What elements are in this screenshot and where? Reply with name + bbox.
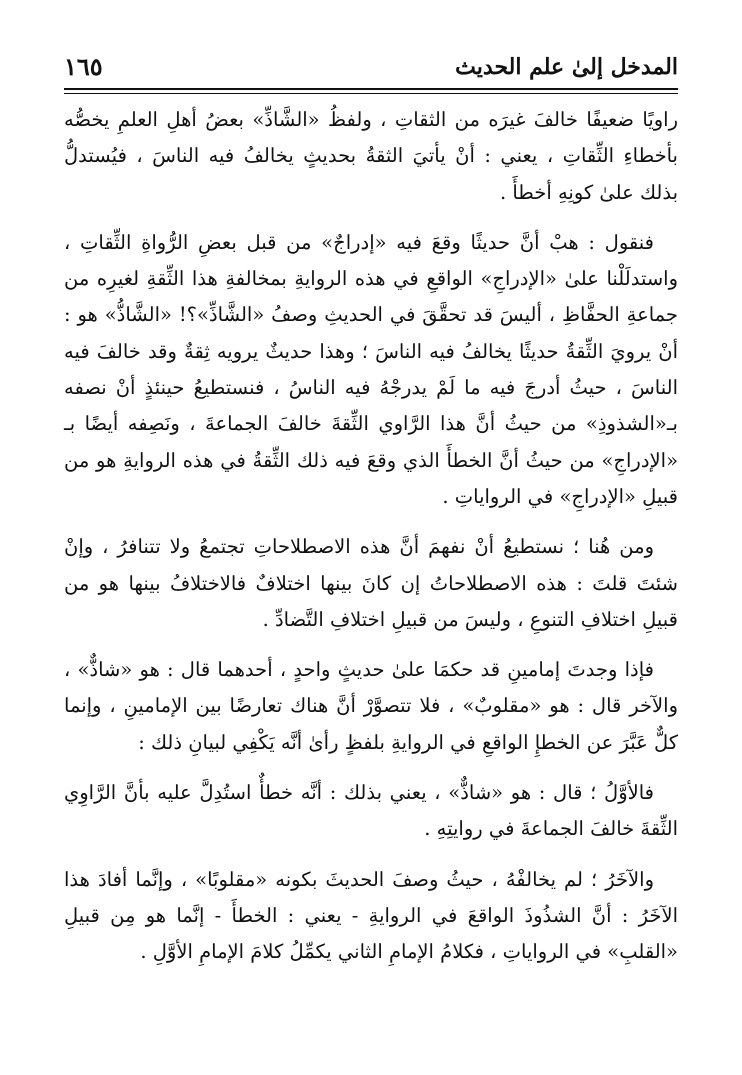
paragraph: ومن هُنا ؛ نستطيعُ أنْ نفهمَ أنَّ هذه الاصطلاحاتِ تجتمعُ ولا تتنافرُ ، وإنْ شئتَ قلتَ : هذه الاصطلاحاتُ إن كانَ بينها اختلافٌ فالاختلافُ بينها هو من قبيلِ اختلافِ التنوعِ ، وليسَ من قبيلِ اختلافِ التَّضادِّ . bbox=[64, 535, 678, 631]
body-text bbox=[64, 102, 678, 985]
running-title: المدخل إلىٰ علم الحديث bbox=[455, 54, 678, 80]
paragraph: فنقول : هبْ أنَّ حديثًا وقعَ فيه «إدراجٌ» من قبل بعضِ الرُّواةِ الثِّقاتِ ، واستدلَلْنا علىٰ «الإدراجِ» الواقعِ في هذه الروايةِ بمخالفةِ هذا الثِّقةِ لغيرِه من جماعةِ الحفَّاظِ ، أليسَ قد تحقَّقَ في الحديثِ وصفُ «الشَّاذِّ»؟! «الشَّاذُّ» هو : أنْ يرويَ الثِّقةُ حديثًا يخالفُ فيه الناسَ ؛ وهذا حديثٌ يرويه ثِقةٌ وقد خالفَ فيه الناسَ ، حيثُ أدرجَ فيه ما لَمْ يدرجْهُ فيه الناسُ ، فنستطيعُ حينئذٍ أنْ نصفه بـ«الشذوذِ» من حيثُ أنَّ هذا الرَّاوي الثِّقةَ خالفَ الجماعةَ ، ونَصِفه أيضًا بـ «الإدراجِ» من حيثُ أنَّ الخطأَ الذي وقعَ فيه ذلك الثِّقةُ في هذه الروايةِ هو من قبيلِ «الإدراجِ» في الرواياتِ . bbox=[64, 230, 678, 508]
page-header bbox=[64, 48, 678, 88]
page-number: ١٦٥ bbox=[64, 52, 103, 81]
header-rule bbox=[64, 88, 678, 94]
paragraph: فالأوَّلُ ؛ قال : هو «شاذٌّ» ، يعني بذلك : أنَّه خطأٌ استُدِلَّ عليه بأنَّ الرَّاوِي الثِّقةَ خالفَ الجماعةَ في روايتِهِ . bbox=[64, 781, 678, 841]
paragraph: والآخَرُ ؛ لم يخالفْهُ ، حيثُ وصفَ الحديثَ بكونه «مقلوبًا» ، وإنَّما أفادَ هذا الآخَرُ : أنَّ الشذُوذَ الواقعَ في الروايةِ - يعني : الخطأَ - إنَّما هو مِن قبيلِ «القلبِ» في الرواياتِ ، فكلامُ الإمامِ الثاني يكمِّلُ كلامَ الإمامِ الأوَّلِ . bbox=[64, 867, 678, 964]
paragraph: فإذا وجدتَ إمامينِ قد حكمَا علىٰ حديثٍ واحدٍ ، أحدهما قال : هو «شاذٌّ» ، والآخر قال : هو «مقلوبٌ» ، فلا تتصوَّرْ أنَّ هناك تعارضًا بين الإمامينِ ، وإنما كلٌّ عَبَّرَ عن الخطإِ الواقعِ في الروايةِ بلفظٍ رأىٰ أنَّه يَكْفِي لبيانِ ذلك : bbox=[64, 658, 678, 754]
paragraph: راويًا ضعيفًا خالفَ غيرَه من الثقاتِ ، ولفظُ «الشَّاذِّ» بعضُ أهلِ العلمِ يخصُّه بأخطاءِ الثِّقاتِ ، يعني : أنْ يأتيَ الثقةُ بحديثٍ يخالفُ فيه الناسَ ، فيُستدلُّ بذلك علىٰ كونِهِ أخطأَ . bbox=[64, 108, 678, 204]
